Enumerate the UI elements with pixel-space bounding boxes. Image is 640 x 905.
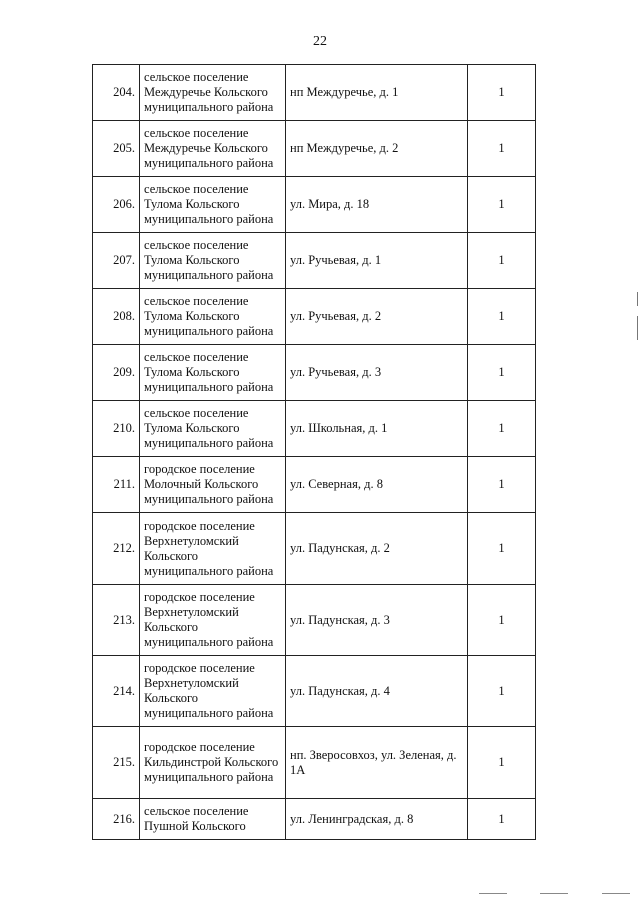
table-row — [93, 65, 536, 121]
settlement-cell: сельское поселение Тулома Кольского муниципального района — [140, 289, 286, 345]
address-cell: нп. Зверосовхоз, ул. Зеленая, д. 1А — [286, 727, 468, 799]
address-cell: ул. Падунская, д. 4 — [286, 656, 468, 727]
address-cell: ул. Школьная, д. 1 — [286, 401, 468, 457]
settlement-cell: городское поселение Молочный Кольского муниципального района — [140, 457, 286, 513]
table-row — [93, 799, 536, 840]
count-cell: 1 — [468, 727, 536, 799]
count-cell: 1 — [468, 656, 536, 727]
scan-margin-mark — [637, 292, 638, 306]
table-row — [93, 457, 536, 513]
address-cell: ул. Северная, д. 8 — [286, 457, 468, 513]
settlement-cell: сельское поселение Междуречье Кольского муниципального района — [140, 65, 286, 121]
count-cell: 1 — [468, 401, 536, 457]
settlement-cell: сельское поселение Тулома Кольского муниципального района — [140, 177, 286, 233]
row-number: 213. — [93, 585, 140, 656]
address-cell: ул. Падунская, д. 3 — [286, 585, 468, 656]
settlement-cell: сельское поселение Тулома Кольского муниципального района — [140, 345, 286, 401]
settlement-cell: городское поселение Кильдинстрой Кольского муниципального района — [140, 727, 286, 799]
row-number: 210. — [93, 401, 140, 457]
table-row — [93, 345, 536, 401]
address-cell: ул. Мира, д. 18 — [286, 177, 468, 233]
table-row — [93, 727, 536, 799]
row-number: 211. — [93, 457, 140, 513]
address-cell: ул. Ручьевая, д. 3 — [286, 345, 468, 401]
scan-bottom-mark — [602, 893, 630, 894]
scan-bottom-mark — [540, 893, 568, 894]
count-cell: 1 — [468, 233, 536, 289]
row-number: 216. — [93, 799, 140, 840]
settlement-cell: городское поселение Верхнетуломский Кольского муниципального района — [140, 513, 286, 585]
settlement-cell: городское поселение Верхнетуломский Кольского муниципального района — [140, 585, 286, 656]
settlement-cell: городское поселение Верхнетуломский Кольского муниципального района — [140, 656, 286, 727]
count-cell: 1 — [468, 799, 536, 840]
settlement-cell: сельское поселение Междуречье Кольского муниципального района — [140, 121, 286, 177]
scan-margin-mark — [637, 316, 638, 340]
table-row — [93, 585, 536, 656]
row-number: 209. — [93, 345, 140, 401]
scan-bottom-mark — [479, 893, 507, 894]
row-number: 214. — [93, 656, 140, 727]
row-number: 205. — [93, 121, 140, 177]
count-cell: 1 — [468, 65, 536, 121]
row-number: 212. — [93, 513, 140, 585]
table-row — [93, 177, 536, 233]
count-cell: 1 — [468, 345, 536, 401]
page-number: 22 — [313, 34, 327, 49]
row-number: 206. — [93, 177, 140, 233]
count-cell: 1 — [468, 289, 536, 345]
address-cell: нп Междуречье, д. 2 — [286, 121, 468, 177]
table-row — [93, 656, 536, 727]
registry-table — [92, 64, 536, 840]
table-row — [93, 289, 536, 345]
table-row — [93, 401, 536, 457]
address-cell: нп Междуречье, д. 1 — [286, 65, 468, 121]
count-cell: 1 — [468, 121, 536, 177]
address-cell: ул. Падунская, д. 2 — [286, 513, 468, 585]
row-number: 207. — [93, 233, 140, 289]
table-row — [93, 513, 536, 585]
count-cell: 1 — [468, 457, 536, 513]
address-cell: ул. Ручьевая, д. 1 — [286, 233, 468, 289]
address-cell: ул. Ручьевая, д. 2 — [286, 289, 468, 345]
row-number: 208. — [93, 289, 140, 345]
count-cell: 1 — [468, 585, 536, 656]
address-cell: ул. Ленинградская, д. 8 — [286, 799, 468, 840]
count-cell: 1 — [468, 177, 536, 233]
settlement-cell: сельское поселение Тулома Кольского муниципального района — [140, 233, 286, 289]
settlement-cell: сельское поселение Пушной Кольского — [140, 799, 286, 840]
table-row — [93, 121, 536, 177]
table-row — [93, 233, 536, 289]
row-number: 215. — [93, 727, 140, 799]
row-number: 204. — [93, 65, 140, 121]
settlement-cell: сельское поселение Тулома Кольского муниципального района — [140, 401, 286, 457]
count-cell: 1 — [468, 513, 536, 585]
